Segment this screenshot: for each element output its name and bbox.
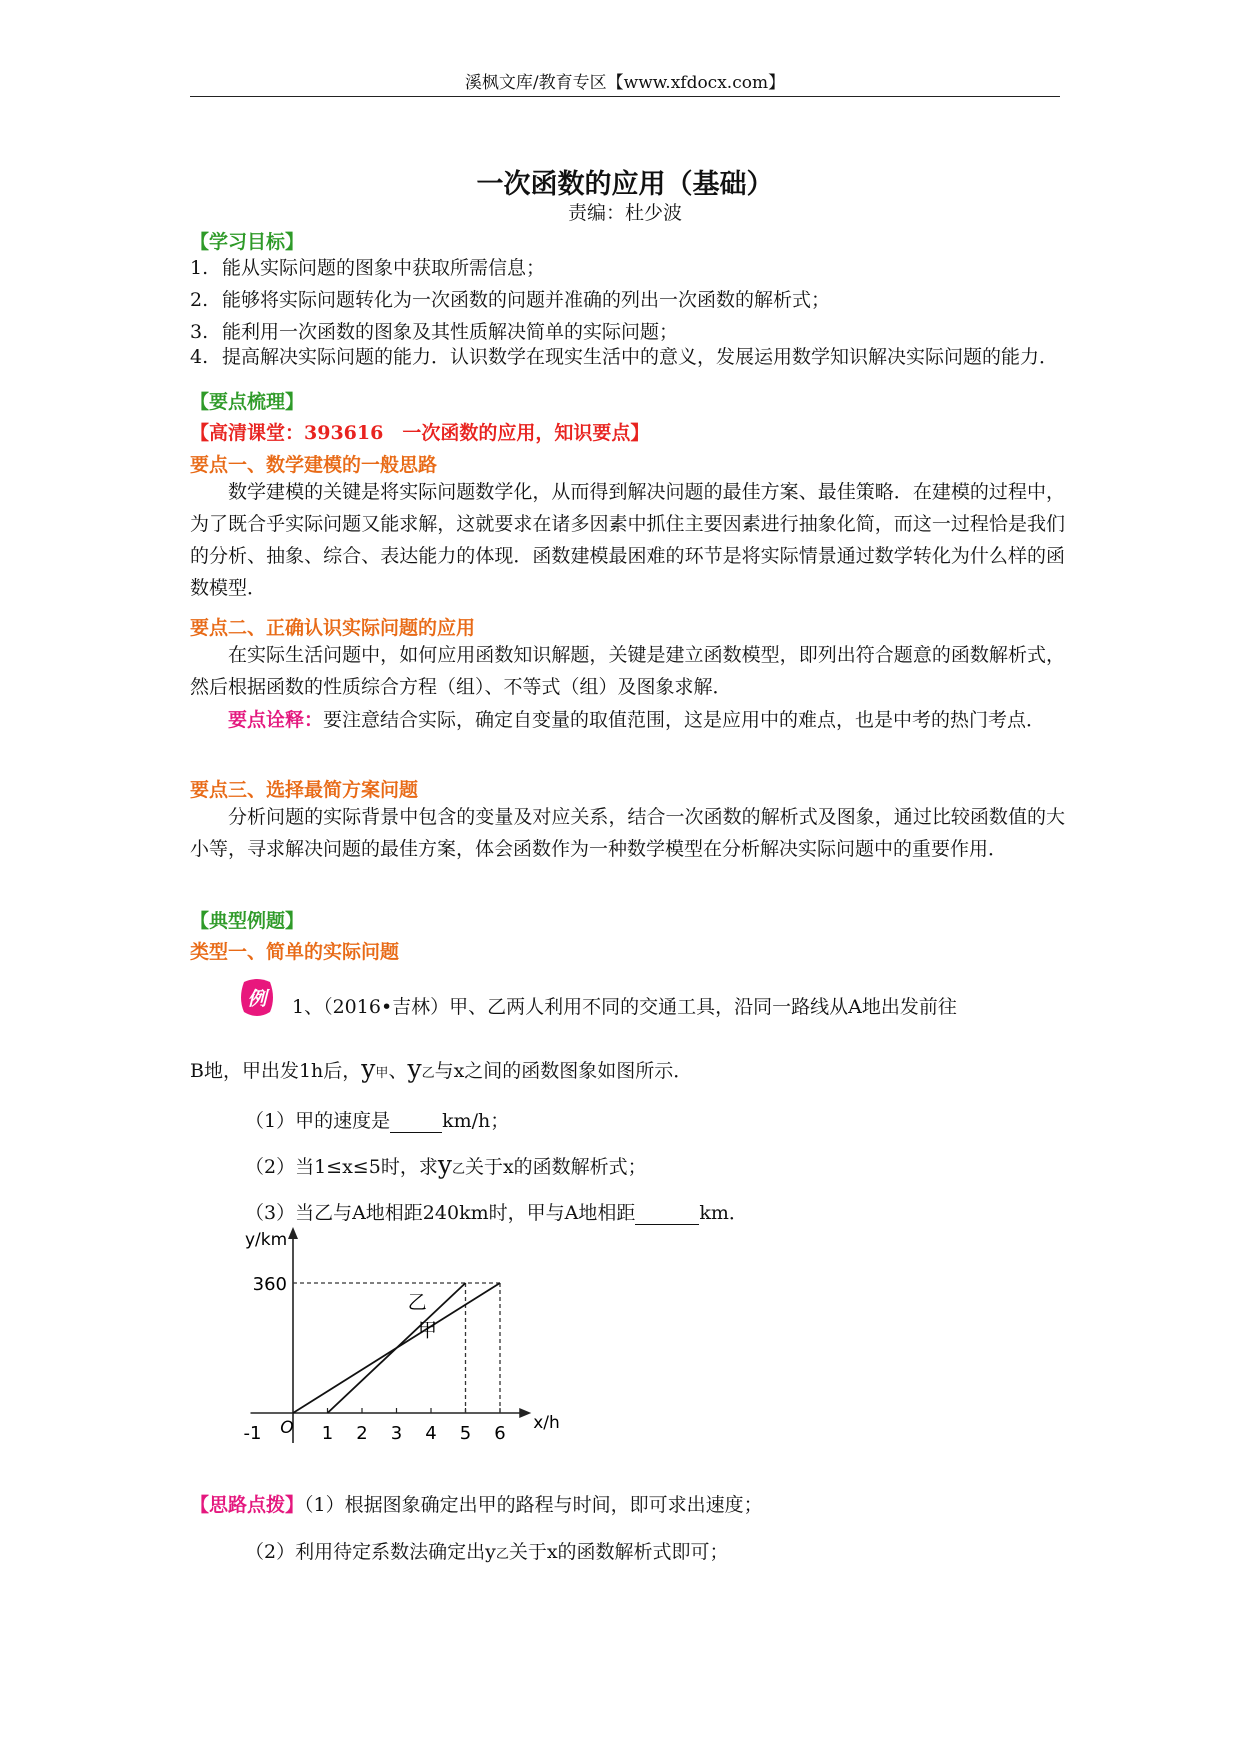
goal-text: 能够将实际问题转化为一次函数的问题并准确的列出一次函数的解析式； [222, 289, 831, 311]
q-text: （2）当1≤x≤5时，求 [245, 1156, 438, 1178]
y-axis-arrow [288, 1227, 298, 1239]
doc-title: 一次函数的应用（基础） [476, 169, 774, 200]
y-var: y [407, 1054, 422, 1083]
hint-label: 【思路点拨】 [190, 1494, 305, 1516]
series-label-jia: 甲 [418, 1319, 438, 1342]
doc-editor: 责编：杜少波 [567, 202, 682, 224]
goal-item-2 [190, 289, 1065, 311]
x-tick-label: -1 [243, 1423, 262, 1444]
hint-line-1 [190, 1490, 1065, 1517]
q-text: （1）甲的速度是 [245, 1110, 391, 1132]
hint-text: （2）利用待定系数法确定出 [245, 1541, 486, 1563]
keypoint-1-text: 数学建模的关键是将实际问题数学化，从而得到解决问题的最佳方案、最佳策略．在建模的过程中，为了既合乎实际问题又能求解，这就要求在诸多因素中抓住主要因素进行抽象化简，而这一过程恰是我们的分析、抽象、综合、表达能力的体现．函数建模最困难的环节是将实际情景通过数学转化为什么样的函数模型． [190, 481, 1065, 599]
goal-item-1 [190, 257, 1065, 279]
y-sub-jia: 甲 [375, 1066, 389, 1081]
y-var: y [361, 1054, 376, 1083]
question-line-2 [190, 1054, 1065, 1083]
goal-num: 4. [190, 346, 209, 368]
series-line-yi [328, 1283, 466, 1413]
q-text: （3）当乙与A地相距240km时，甲与A地相距 [245, 1202, 636, 1224]
answer-blank-3[interactable] [635, 1202, 699, 1225]
distance-time-chart [235, 1225, 565, 1455]
y-tick-label: 360 [252, 1274, 287, 1295]
y-sub-yi: 乙 [495, 1547, 509, 1562]
header-rule [190, 96, 1060, 97]
y-var: y [437, 1150, 452, 1179]
note-label: 要点诠释： [228, 709, 324, 731]
type-1-title: 类型一、简单的实际问题 [190, 941, 400, 963]
answer-blank-1[interactable] [390, 1110, 442, 1133]
example-badge [238, 978, 276, 1018]
goal-text: 提高解决实际问题的能力．认识数学在现实生活中的意义，发展运用数学知识解决实际问题的能力． [222, 346, 1059, 368]
goal-text: 能从实际问题的图象中获取所需信息； [222, 257, 546, 279]
goal-num: 3. [190, 321, 209, 343]
origin-label: O [280, 1418, 294, 1438]
keypoints-heading: 【要点梳理】 [190, 391, 305, 413]
subquestion-1 [245, 1106, 509, 1133]
examples-heading: 【典型例题】 [190, 910, 305, 932]
x-tick-label: 3 [390, 1423, 403, 1444]
q-text: 与x之间的函数图象如图所示． [434, 1060, 693, 1082]
q-text: B地，甲出发1h后， [190, 1060, 362, 1082]
goals-heading: 【学习目标】 [190, 231, 305, 253]
x-tick-label: 1 [321, 1423, 334, 1444]
hint-text: （1）根据图象确定出甲的路程与时间，即可求出速度； [304, 1494, 763, 1516]
keypoint-2-note [190, 704, 1065, 736]
hint-text: 关于x的函数解析式即可； [508, 1541, 729, 1563]
goal-num: 2. [190, 289, 209, 311]
q-text: km． [699, 1202, 748, 1224]
x-tick-label: 4 [425, 1423, 437, 1444]
keypoint-3-title: 要点三、选择最简方案问题 [190, 779, 419, 801]
note-text: 要注意结合实际，确定自变量的取值范围，这是应用中的难点，也是中考的热门考点． [323, 709, 1046, 731]
keypoint-1-title: 要点一、数学建模的一般思路 [190, 454, 438, 476]
goal-item-4 [190, 346, 1065, 368]
x-axis-arrow [519, 1408, 531, 1418]
y-sub-yi: 乙 [451, 1162, 465, 1177]
x-tick-label: 5 [459, 1423, 472, 1444]
x-axis-label: x/h [533, 1413, 560, 1433]
goal-num: 1. [190, 257, 209, 279]
goal-item-3 [190, 321, 1065, 343]
y-var: y [485, 1541, 496, 1563]
subquestion-2 [245, 1150, 647, 1179]
page-header: 溪枫文库/教育专区【www.xfdocx.com】 [464, 73, 786, 93]
keypoint-3-text: 分析问题的实际背景中包含的变量及对应关系，结合一次函数的解析式及图象，通过比较函数值的大小等，寻求解决问题的最佳方案，体会函数作为一种数学模型在分析解决实际问题中的重要作用． [190, 806, 1065, 860]
goal-text: 能利用一次函数的图象及其性质解决简单的实际问题； [222, 321, 679, 343]
badge-text: 例 [247, 988, 267, 1010]
q-text: km/h； [442, 1110, 510, 1132]
q-text: 关于x的函数解析式； [464, 1156, 647, 1178]
y-axis-label: y/km [245, 1230, 288, 1250]
subquestion-3 [245, 1198, 748, 1225]
y-sub-yi: 乙 [421, 1066, 435, 1081]
sep: 、 [388, 1060, 408, 1082]
x-tick-label: 2 [356, 1423, 368, 1444]
hint-line-2 [245, 1537, 729, 1564]
question-line-1: 1、（2016•吉林）甲、乙两人利用不同的交通工具，沿同一路线从A地出发前往 [292, 996, 957, 1018]
keypoint-2-text: 在实际生活问题中，如何应用函数知识解题，关键是建立函数模型，即列出符合题意的函数解析式，然后根据函数的性质综合方程（组）、不等式（组）及图象求解． [190, 644, 1065, 698]
keypoint-2-title: 要点二、正确认识实际问题的应用 [190, 617, 476, 639]
x-tick-label: 6 [494, 1423, 506, 1444]
class-link[interactable]: 【高清课堂：393616 一次函数的应用，知识要点】 [190, 422, 650, 444]
series-label-yi: 乙 [407, 1291, 427, 1314]
